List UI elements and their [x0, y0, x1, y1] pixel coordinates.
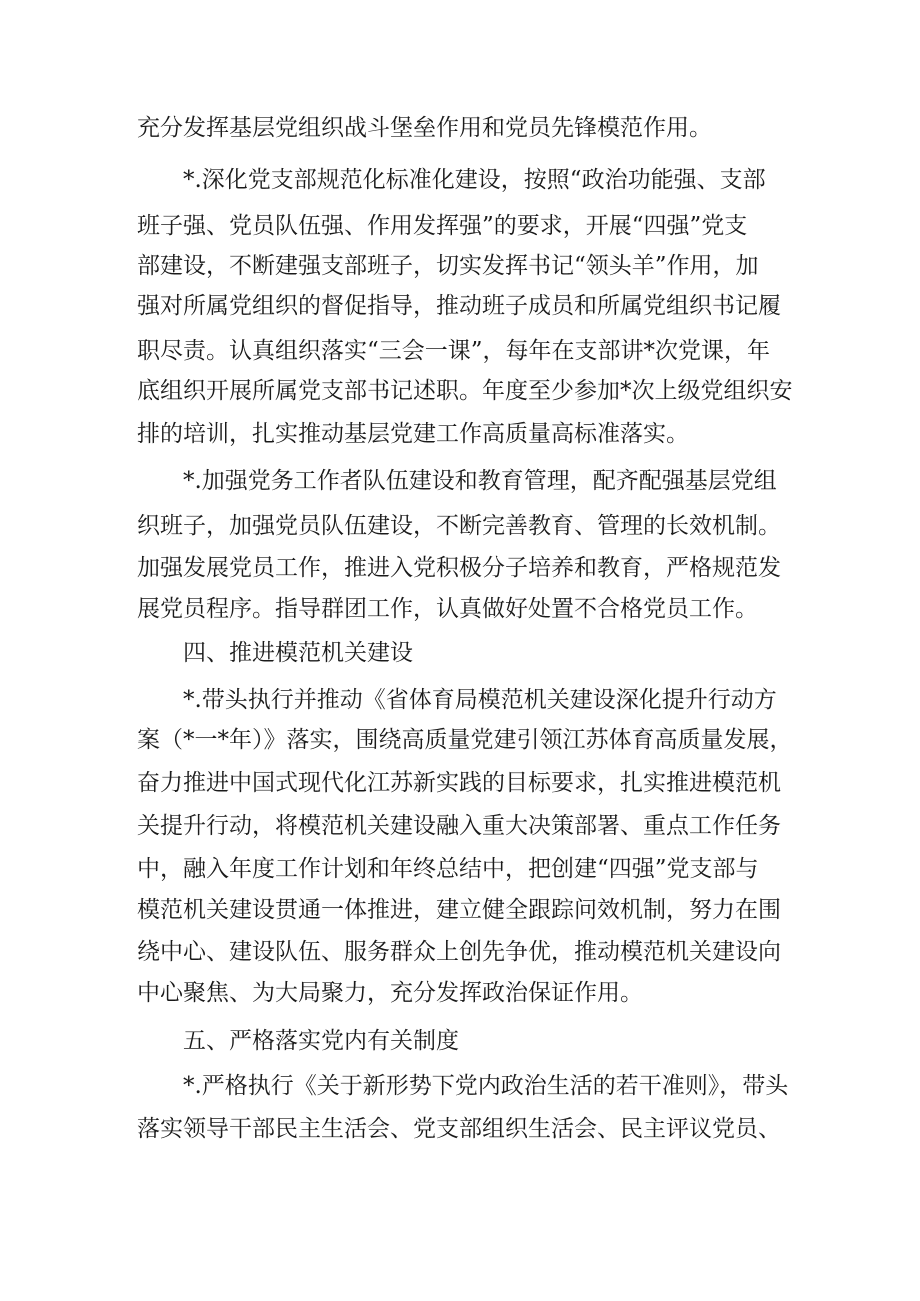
- text-line-6: 职尽责。认真组织落实“三会一课”，每年在支部讲*次党课，年: [137, 338, 771, 364]
- text-line-15: 案（*一*年）》落实，围绕高质量党建引领江苏体育高质量发展，: [137, 727, 793, 753]
- text-line-4: 部建设，不断建强支部班子，切实发挥书记“领头羊”作用，加: [137, 253, 759, 279]
- text-line-20: 绕中心、建设队伍、服务群众上创先争优，推动模范机关建设向: [137, 939, 781, 965]
- text-line-8: 排的培训，扎实推动基层党建工作高质量高标准落实。: [137, 421, 689, 447]
- text-line-11: 加强发展党员工作，推进入党积极分子培养和教育，严格规范发: [137, 555, 781, 581]
- section-heading-4: 四、推进模范机关建设: [183, 640, 413, 666]
- text-line-21: 中心聚焦、为大局聚力，充分发挥政治保证作用。: [137, 980, 643, 1006]
- text-line-23: *.严格执行《关于新形势下党内政治生活的若干准则》，带头: [183, 1073, 789, 1099]
- text-line-1: 充分发挥基层党组织战斗堡垒作用和党员先锋模范作用。: [137, 115, 712, 141]
- text-line-24: 落实领导干部民主生活会、党支部组织生活会、民主评议党员、: [137, 1116, 781, 1142]
- text-line-14: *.带头执行并推动《省体育局模范机关建设深化提升行动方: [183, 687, 777, 713]
- text-line-3: 班子强、党员队伍强、作用发挥强”的要求，开展“四强”党支: [137, 213, 748, 239]
- text-line-12: 展党员程序。指导群团工作，认真做好处置不合格党员工作。: [137, 596, 758, 622]
- text-line-19: 模范机关建设贯通一体推进，建立健全跟踪问效机制，努力在围: [137, 897, 781, 923]
- text-line-7: 底组织开展所属党支部书记述职。年度至少参加*次上级党组织安: [137, 378, 793, 404]
- text-line-10: 织班子，加强党员队伍建设，不断完善教育、管理的长效机制。: [137, 513, 781, 539]
- text-line-2: *.深化党支部规范化标准化建设，按照“政治功能强、支部: [183, 167, 766, 193]
- text-line-9: *.加强党务工作者队伍建设和教育管理，配齐配强基层党组: [183, 468, 777, 494]
- text-line-16: 奋力推进中国式现代化江苏新实践的目标要求，扎实推进模范机: [137, 770, 781, 796]
- text-line-18: 中，融入年度工作计划和年终总结中，把创建“四强”党支部与: [137, 856, 759, 882]
- text-line-5: 强对所属党组织的督促指导，推动班子成员和所属党组织书记履: [137, 293, 781, 319]
- text-line-17: 关提升行动，将模范机关建设融入重大决策部署、重点工作任务: [137, 813, 781, 839]
- section-heading-5: 五、严格落实党内有关制度: [183, 1028, 459, 1054]
